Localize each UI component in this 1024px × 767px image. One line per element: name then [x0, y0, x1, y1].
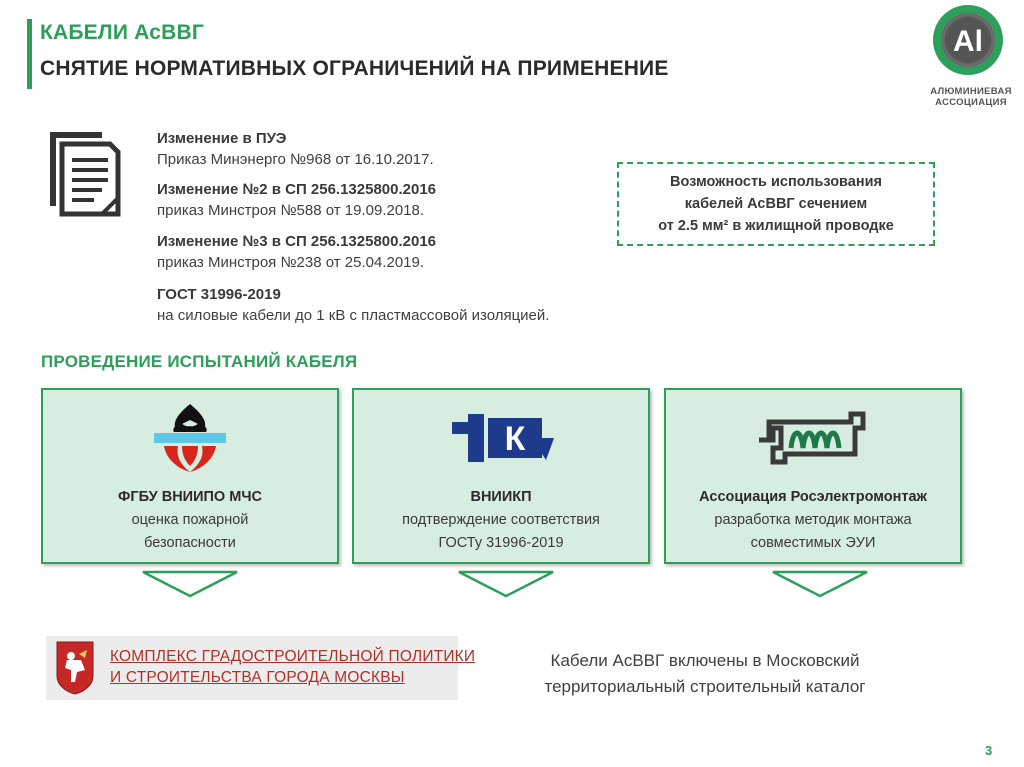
card-line1: оценка пожарной: [131, 512, 249, 528]
down-arrow-icon: [141, 570, 239, 598]
regulation-detail: Приказ Минэнерго №968 от 16.10.2017.: [157, 151, 434, 168]
down-arrow-icon: [771, 570, 869, 598]
page-number: 3: [985, 743, 993, 758]
regulation-item: [157, 128, 434, 170]
card-org-name: ФГБУ ВНИИПО МЧС: [118, 489, 262, 505]
moscow-complex-link[interactable]: [110, 646, 475, 688]
moscow-text-line1: КОМПЛЕКС ГРАДОСТРОИТЕЛЬНОЙ ПОЛИТИКИ: [110, 648, 476, 665]
regulation-item: [157, 284, 549, 326]
regulation-item: [157, 179, 436, 221]
title-accent-bar: [27, 19, 32, 89]
card-line1: подтверждение соответствия: [402, 512, 600, 528]
roselectromontazh-logo-icon: [755, 408, 871, 468]
vniikp-logo-icon: [446, 408, 556, 468]
catalog-statement: Кабели АсВВГ включены в Московский территориальный строительный каталог: [544, 651, 866, 696]
regulation-title: Изменение в ПУЭ: [157, 130, 287, 147]
logo-text: [918, 86, 1024, 108]
regulation-title: Изменение №3 в СП 256.1325800.2016: [157, 233, 437, 250]
org-card-vniikp: [352, 388, 650, 564]
down-arrow-icon: [457, 570, 555, 598]
section-title: ПРОВЕДЕНИЕ ИСПЫТАНИЙ КАБЕЛЯ: [41, 352, 358, 371]
svg-text:К: К: [504, 420, 526, 458]
regulation-title: ГОСТ 31996-2019: [157, 286, 281, 303]
moscow-text-line2: И СТРОИТЕЛЬСТВА ГОРОДА МОСКВЫ: [110, 669, 405, 686]
regulation-detail: приказ Минстроя №238 от 25.04.2019.: [157, 254, 425, 271]
document-icon: [40, 128, 124, 220]
slide-title: КАБЕЛИ АсВВГ: [40, 21, 204, 44]
moscow-crest-icon: [55, 640, 95, 696]
regulation-detail: на силовые кабели до 1 кВ с пластмассовой изоляцией.: [157, 307, 550, 324]
highlight-text: Возможность использования кабелей АсВВГ сечением от 2.5 мм² в жилищной проводке: [658, 174, 894, 234]
logo-monogram: Al: [953, 25, 983, 58]
org-card-roselectromontazh: [664, 388, 962, 564]
card-line2: совместимых ЭУИ: [750, 535, 876, 551]
regulation-detail: приказ Минстроя №588 от 19.09.2018.: [157, 202, 425, 219]
org-card-vniipo: [41, 388, 339, 564]
card-org-name: ВНИИКП: [470, 489, 532, 505]
card-line1: разработка методик монтажа: [714, 512, 912, 528]
card-line2: безопасности: [144, 535, 236, 551]
card-line2: ГОСТу 31996-2019: [438, 535, 564, 551]
vniipo-logo-icon: [150, 400, 230, 476]
slide-subtitle: СНЯТИЕ НОРМАТИВНЫХ ОГРАНИЧЕНИЙ НА ПРИМЕНЕНИЕ: [40, 57, 669, 80]
regulation-item: [157, 231, 436, 273]
logo-text-line1: АЛЮМИНИЕВАЯ: [930, 86, 1012, 97]
logo-text-line2: АССОЦИАЦИЯ: [935, 97, 1007, 108]
highlight-box: [617, 162, 935, 246]
card-org-name: Ассоциация Росэлектромонтаж: [699, 489, 927, 505]
regulation-title: Изменение №2 в СП 256.1325800.2016: [157, 181, 437, 198]
